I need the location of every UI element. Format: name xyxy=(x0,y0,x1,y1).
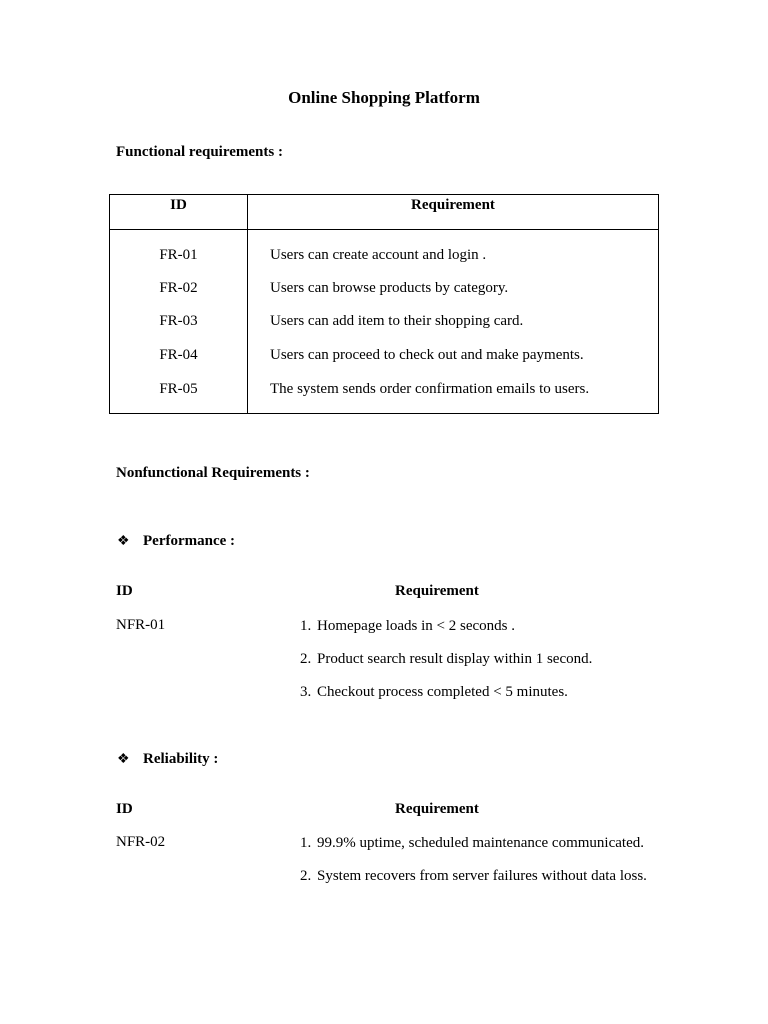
reliability-header-requirement: Requirement xyxy=(395,801,479,817)
performance-header-id: ID xyxy=(116,583,133,599)
performance-heading: Performance : xyxy=(143,533,236,549)
functional-requirements-table xyxy=(109,194,659,414)
list-item: 1. 99.9% uptime, scheduled maintenance communicated. xyxy=(300,835,644,851)
table-row-id: FR-03 xyxy=(159,313,198,329)
table-header-divider xyxy=(110,229,658,230)
table-header-id: ID xyxy=(170,197,187,213)
document-title: Online Shopping Platform xyxy=(288,88,480,107)
table-header-requirement: Requirement xyxy=(411,197,495,213)
performance-id: NFR-01 xyxy=(116,617,166,633)
table-row-requirement: Users can proceed to check out and make payments. xyxy=(270,347,584,363)
list-item: 1. Homepage loads in < 2 seconds . xyxy=(300,618,516,634)
table-row-id: FR-02 xyxy=(159,280,198,296)
list-item: 2. Product search result display within 1 second. xyxy=(300,651,593,667)
table-row-id: FR-05 xyxy=(159,381,198,397)
table-row-requirement: Users can browse products by category. xyxy=(270,280,509,296)
diamond-bullet-icon: ❖ xyxy=(117,752,130,767)
table-row-id: FR-01 xyxy=(159,247,198,263)
performance-header-requirement: Requirement xyxy=(395,583,479,599)
functional-heading: Functional requirements : xyxy=(116,144,283,160)
reliability-heading: Reliability : xyxy=(143,751,219,767)
table-row-requirement: Users can create account and login . xyxy=(270,247,487,263)
table-row-requirement: Users can add item to their shopping card. xyxy=(270,313,524,329)
list-item: 3. Checkout process completed < 5 minutes. xyxy=(300,684,568,700)
list-item: 2. System recovers from server failures without data loss. xyxy=(300,868,647,884)
table-row-requirement: The system sends order confirmation emails to users. xyxy=(270,381,590,397)
table-column-divider xyxy=(247,195,248,413)
nonfunctional-heading: Nonfunctional Requirements : xyxy=(116,465,310,481)
reliability-header-id: ID xyxy=(116,801,133,817)
diamond-bullet-icon: ❖ xyxy=(117,534,130,549)
reliability-id: NFR-02 xyxy=(116,834,166,850)
table-row-id: FR-04 xyxy=(159,347,198,363)
